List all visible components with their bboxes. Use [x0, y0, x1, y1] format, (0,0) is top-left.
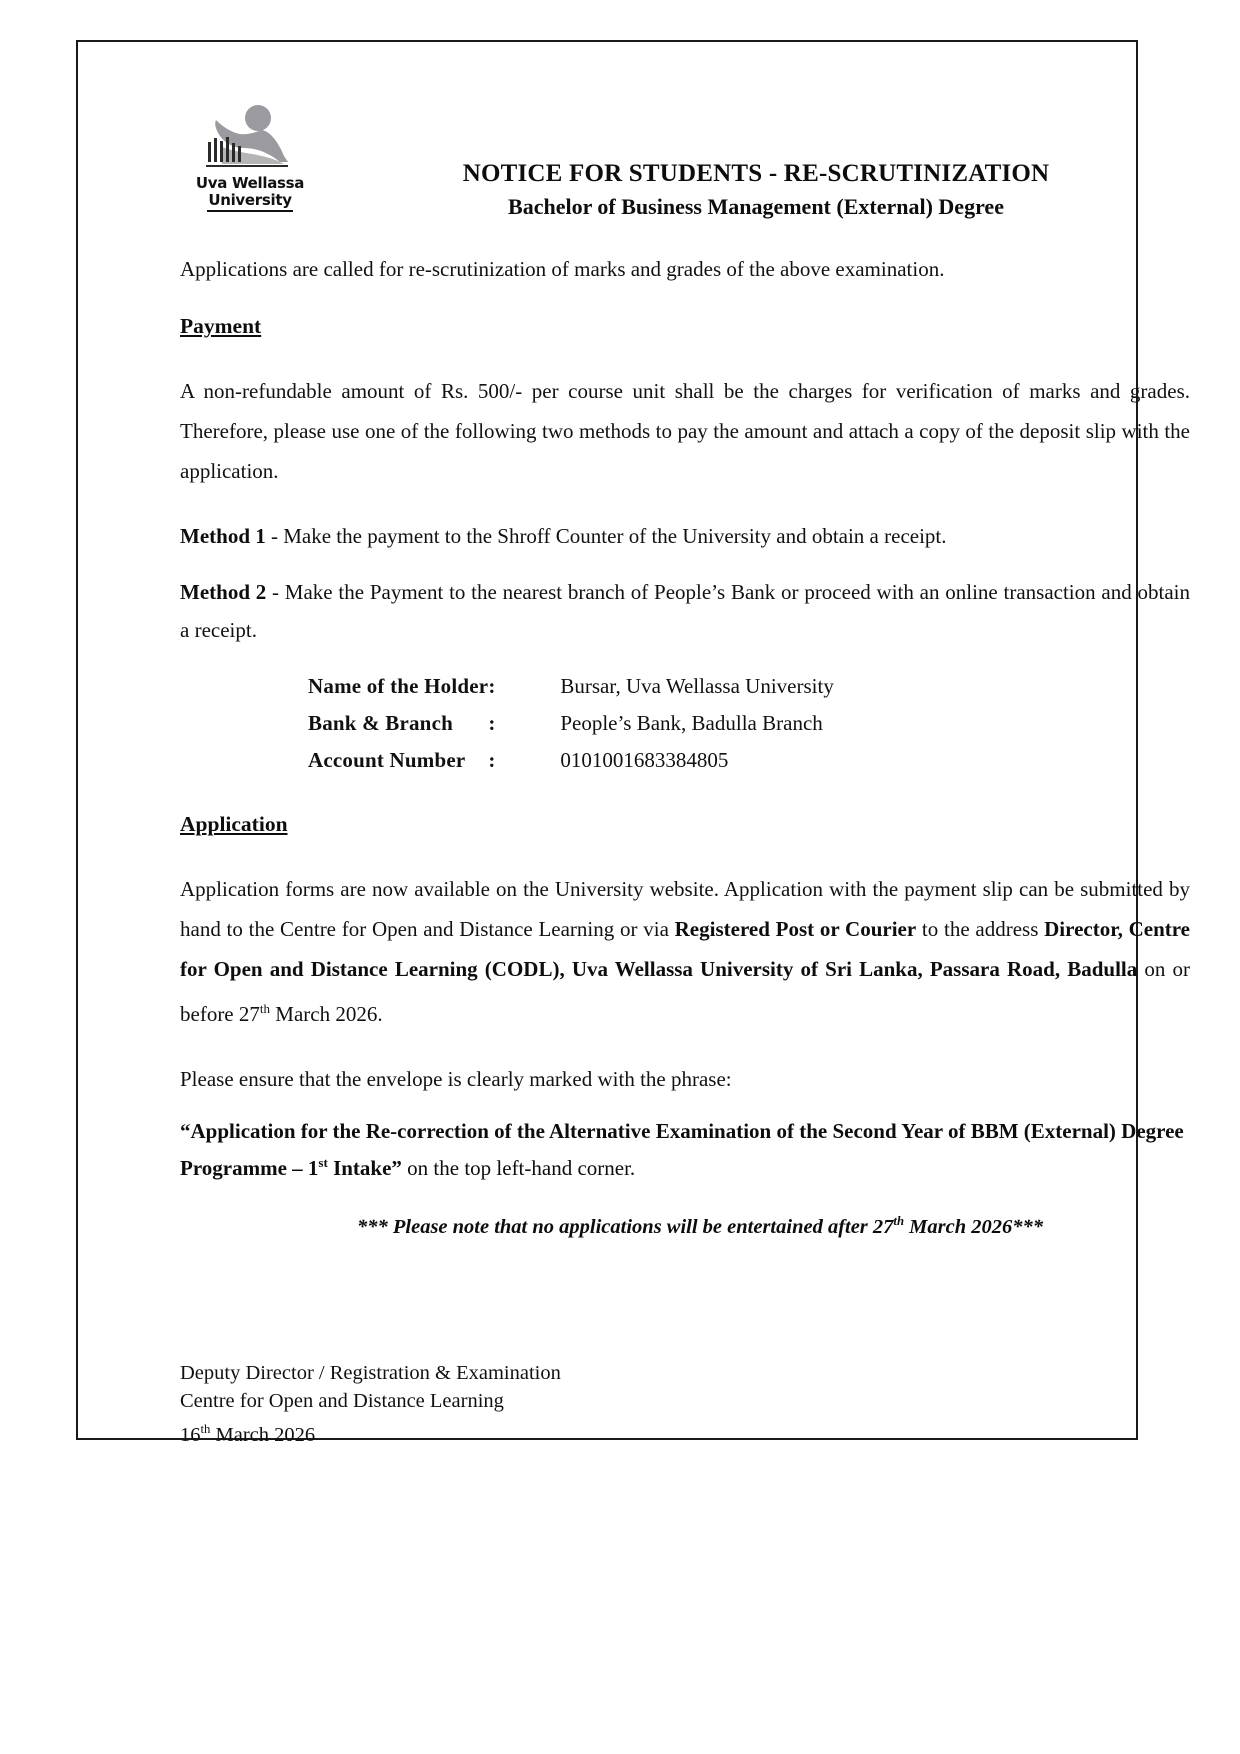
- page-subtitle: Bachelor of Business Management (External) Degree: [508, 194, 1004, 219]
- signature-date: [180, 1415, 1190, 1449]
- signature-date-ordinal: th: [200, 1421, 211, 1436]
- method-1-paragraph: [180, 517, 1190, 555]
- method-2-text: - Make the Payment to the nearest branch of People’s Bank or proceed with an online transaction and obtain a receipt.: [180, 580, 1190, 642]
- signatory-title: Deputy Director / Registration & Examination: [180, 1361, 561, 1384]
- application-text-part-1: Application forms are now available on the University website. Application with the payment slip can be submitted by hand to the Centre for Open and Distance Learning or via: [180, 877, 1190, 941]
- application-paragraph: [180, 869, 1190, 1034]
- method-2-label: Method 2: [180, 580, 267, 604]
- codl-address-bold: Director, Centre for Open and Distance Learning (CODL), Uva Wellassa University of Sri Lanka, Passara Road, Badulla: [180, 917, 1191, 981]
- method-1-text: - Make the payment to the Shroff Counter of the University and obtain a receipt.: [265, 524, 947, 548]
- page-border-frame: [76, 40, 1191, 1446]
- document-body: [176, 250, 1198, 1449]
- envelope-phrase-part-2: Intake”: [327, 1156, 402, 1180]
- application-text-part-3: on or before 27: [180, 957, 1191, 1026]
- application-text-part-2: to the address: [916, 917, 1045, 941]
- bank-details-table: [308, 671, 834, 782]
- signatory-department: Centre for Open and Distance Learning: [180, 1389, 504, 1412]
- logo-line-2: University: [207, 192, 293, 212]
- bank-detail-value: Bursar, Uva Wellassa University: [560, 674, 834, 698]
- note-suffix: March 2026***: [904, 1215, 1043, 1238]
- section-heading-payment: Payment: [180, 314, 262, 338]
- bank-detail-label: Bank & Branch: [308, 711, 453, 735]
- envelope-phrase-part-1: “Application for the Re-correction of the Alternative Examination of the Second Year of BBM (External) Degree Programme – 1: [180, 1119, 1184, 1180]
- note-prefix: *** Please note that no applications will be entertained after 27: [357, 1215, 894, 1238]
- bank-detail-colon: :: [488, 711, 496, 735]
- document-content: [176, 94, 1198, 1449]
- deadline-note: [180, 1214, 1190, 1239]
- uva-wellassa-elephant-logo-icon: [200, 102, 300, 174]
- bank-detail-value: 0101001683384805: [560, 748, 729, 772]
- table-row: [308, 671, 834, 708]
- bank-detail-value: People’s Bank, Badulla Branch: [560, 711, 823, 735]
- signature-date-rest: March 2026: [210, 1423, 316, 1446]
- registered-post-bold: Registered Post or Courier: [674, 917, 917, 941]
- bank-detail-label: Account Number: [308, 748, 466, 772]
- logo-text: [190, 175, 310, 212]
- application-text-part-4: March 2026.: [270, 1002, 383, 1026]
- note-ordinal-suffix: th: [893, 1214, 905, 1228]
- section-heading-application: Application: [180, 812, 288, 836]
- bank-detail-colon: :: [488, 674, 496, 698]
- method-2-paragraph: [180, 573, 1190, 649]
- payment-paragraph: A non-refundable amount of Rs. 500/- per course unit shall be the charges for verification of marks and grades. Therefore, please use one of the following two methods to pay the amount and attach a copy of the deposit slip with the application.: [180, 379, 1190, 483]
- application-heading-wrap: [180, 812, 1190, 861]
- method-1-label: Method 1: [180, 524, 266, 548]
- payment-heading-wrap: [180, 314, 1190, 363]
- bank-detail-label: Name of the Holder: [308, 674, 489, 698]
- university-logo: [190, 102, 310, 212]
- envelope-phrase: [180, 1116, 1190, 1184]
- page-title: NOTICE FOR STUDENTS - RE-SCRUTINIZATION: [462, 160, 1050, 187]
- signature-date-day: 16: [180, 1423, 201, 1446]
- signature-block: [180, 1359, 1190, 1449]
- bank-detail-colon: :: [488, 748, 496, 772]
- intake-ordinal-suffix: st: [318, 1155, 328, 1170]
- intro-paragraph: Applications are called for re-scrutinization of marks and grades of the above examination.: [180, 257, 945, 281]
- envelope-instruction: Please ensure that the envelope is clearly marked with the phrase:: [180, 1067, 732, 1091]
- envelope-phrase-tail: on the top left-hand corner.: [401, 1156, 636, 1180]
- deadline-ordinal-suffix: th: [259, 1001, 271, 1016]
- table-row: [308, 745, 834, 782]
- document-header: [176, 94, 1198, 236]
- table-row: [308, 708, 834, 745]
- logo-line-1: Uva Wellassa: [195, 174, 305, 192]
- notice-title-block: [356, 160, 1156, 220]
